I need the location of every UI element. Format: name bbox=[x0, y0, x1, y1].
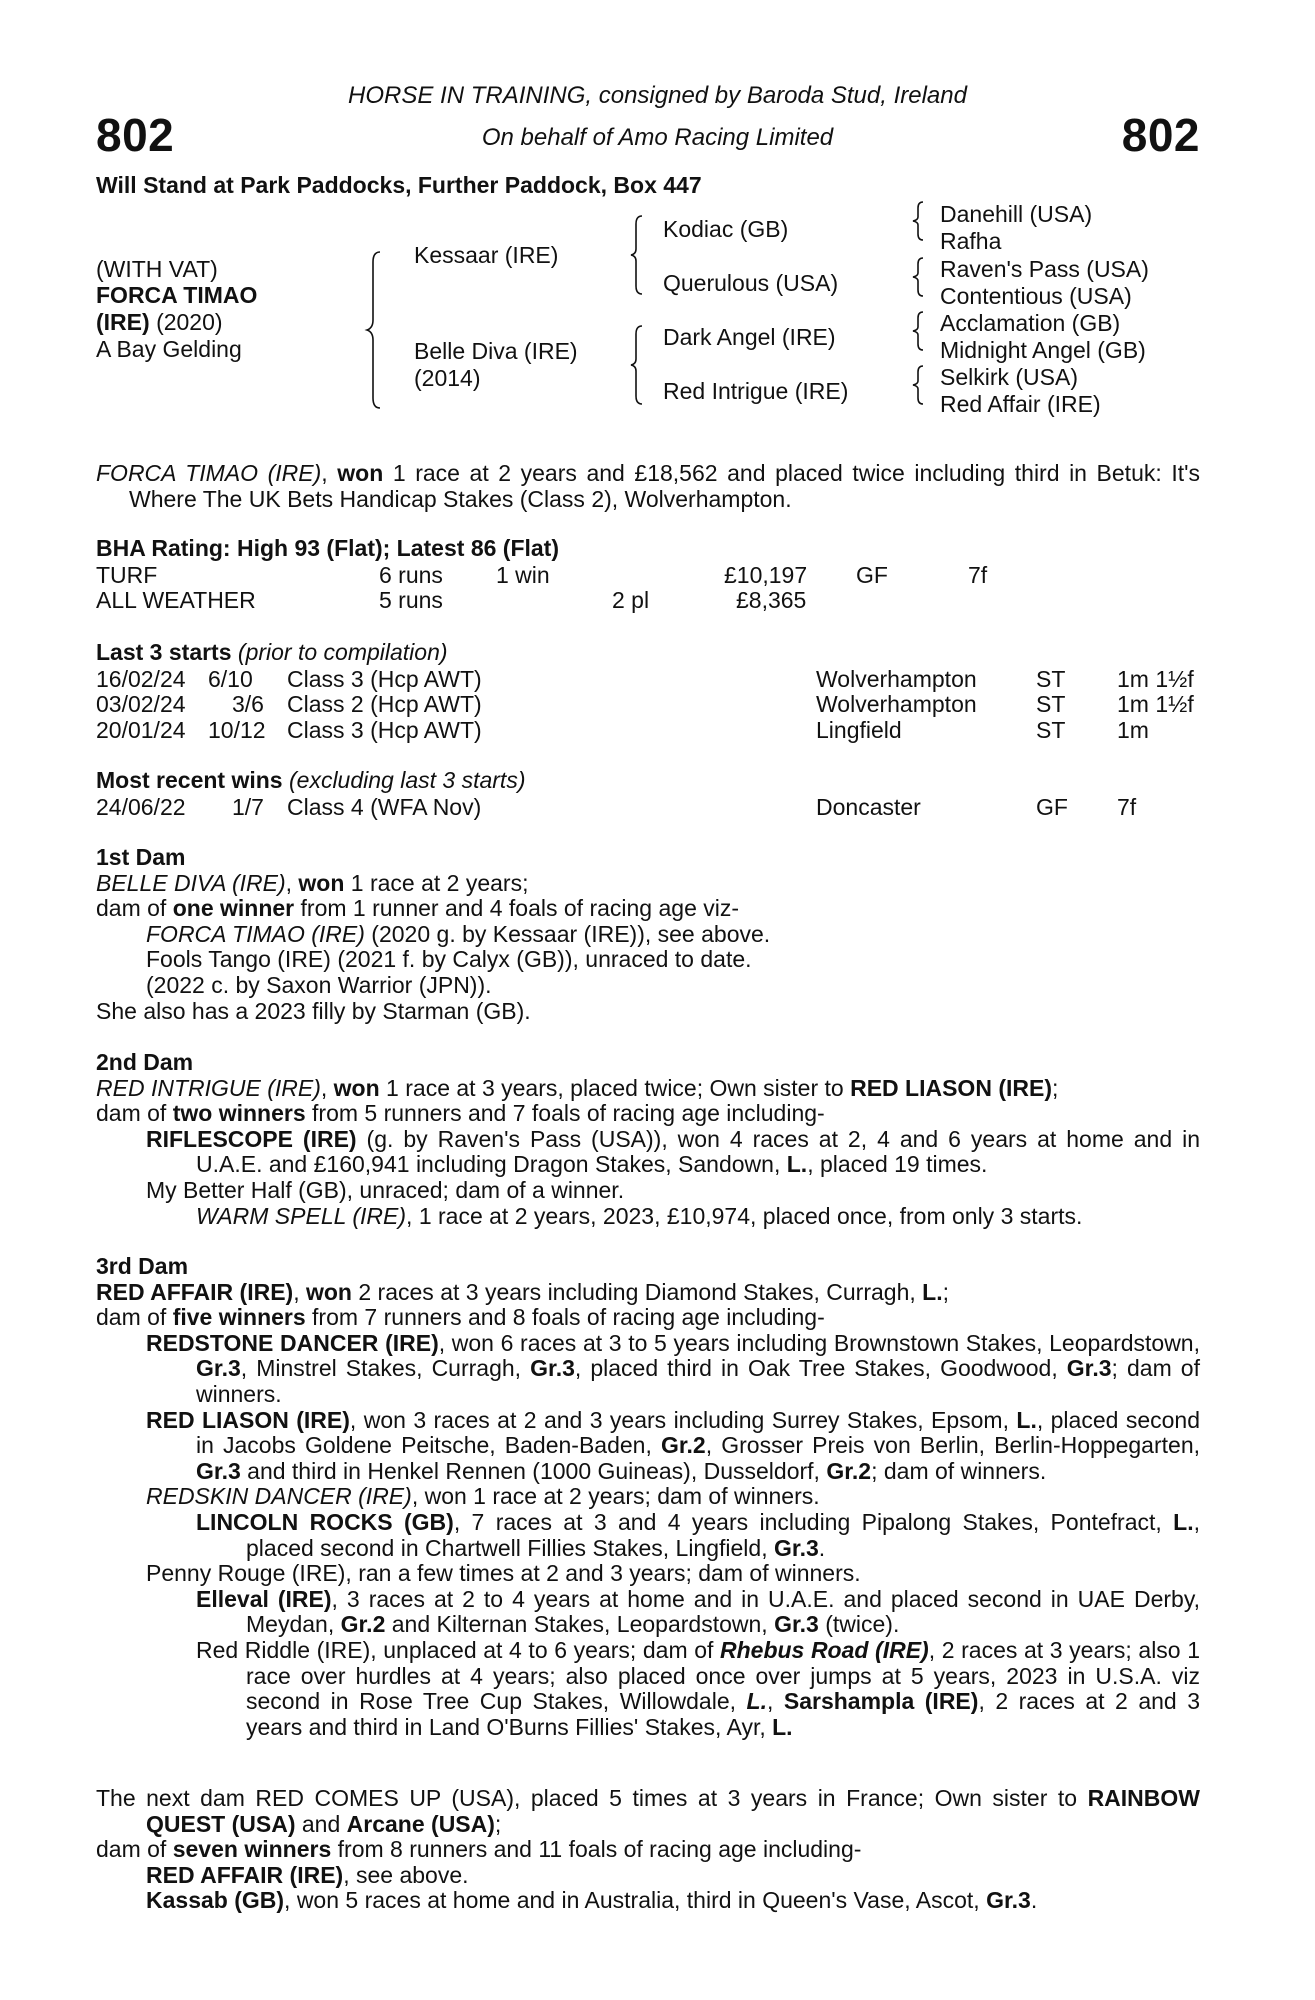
pedigree-dsd: Midnight Angel (GB) bbox=[940, 337, 1146, 363]
lot-number-left: 802 bbox=[96, 109, 175, 161]
pedigree-bracket-ss bbox=[912, 200, 926, 242]
pedigree-dam-year: (2014) bbox=[414, 365, 481, 391]
first-dam-title: 1st Dam bbox=[96, 844, 186, 870]
last-3-starts-title: Last 3 starts (prior to compilation) bbox=[96, 639, 448, 665]
table-row: 16/02/24 6/10 Class 3 (Hcp AWT) Wolverhampton ST 1m 1½f bbox=[96, 665, 1194, 692]
pedigree-sdd: Contentious (USA) bbox=[940, 283, 1132, 309]
recent-wins-title: Most recent wins (excluding last 3 starts) bbox=[96, 767, 526, 793]
pedigree-dss: Acclamation (GB) bbox=[940, 310, 1121, 336]
pedigree-bracket-main bbox=[366, 250, 386, 410]
pedigree-bracket-sd bbox=[912, 256, 926, 298]
pedigree-sd: Querulous (USA) bbox=[663, 270, 839, 296]
third-dam-section: 3rd Dam RED AFFAIR (IRE), won 2 races at 3 years including Diamond Stakes, Curragh, L.; dam of five winners from 7 runners and 8 foals of racing age including- REDSTONE DANCER (IRE), won 6 races at 3 to 5 years including Brownstown Stakes, Leopardstown, Gr.3, Minstrel Stakes, Curragh, Gr.3, placed third in Oak Tree Stakes, Goodwood, Gr.3; dam of winners. RED LIASON (IRE), won 3 races at 2 and 3 years including Surrey Stakes, Epsom, L., placed second in Jacobs Goldene Peitsche, Baden-Baden, Gr.2, Grosser Preis von Berlin, Berlin-Hoppegarten, Gr.3 and third in Henkel Rennen (1000 Guineas), Dusseldorf, Gr.2; dam of winners. REDSKIN DANCER (IRE), won 1 race at 2 years; dam of winners. LINCOLN ROCKS (GB), 7 races at 3 and 4 years including Pipalong Stakes, Pontefract, L., placed second in Chartwell Fillies Stakes, Lingfield, Gr.3. Penny Rouge (IRE), ran a few times at 2 and 3 years; dam of winners. Elleval (IRE), 3 races at 2 to 4 years at home and in U.A.E. and placed second in UAE Derby, Meydan, Gr.2 and Kilternan Stakes, Leopardstown, Gr.3 (twice). Red Riddle (IRE), unplaced at 4 to 6 years; dam of Rhebus Road (IRE), 2 races at 3 years; also 1 race over hurdles at 4 years; also placed once over jumps at 5 years, 2023 in U.S.A. viz second in Rose Tree Cup Stakes, Willowdale, L., Sarshampla (IRE), 2 races at 2 and 3 years and third in Land O'Burns Fillies' Stakes, Ayr, L. bbox=[96, 1253, 1201, 1740]
vat-note: (WITH VAT) bbox=[96, 256, 218, 282]
pedigree-ss: Kodiac (GB) bbox=[663, 216, 789, 242]
stand-location: Will Stand at Park Paddocks, Further Paddock, Box 447 bbox=[96, 172, 702, 198]
table-row: 03/02/24 3/6 Class 2 (Hcp AWT) Wolverhampton ST 1m 1½f bbox=[96, 691, 1194, 718]
third-dam-title: 3rd Dam bbox=[96, 1253, 189, 1279]
pedigree-sss: Danehill (USA) bbox=[940, 201, 1093, 227]
table-row: TURF 6 runs 1 win £10,197 GF 7f bbox=[96, 561, 988, 588]
table-row: ALL WEATHER 5 runs 2 pl £8,365 bbox=[96, 587, 807, 614]
table-row: 24/06/22 1/7 Class 4 (WFA Nov) Doncaster GF 7f bbox=[96, 793, 1137, 820]
lot-number-right: 802 bbox=[1121, 109, 1200, 161]
pedigree-ds: Dark Angel (IRE) bbox=[663, 324, 836, 350]
last-3-starts-section bbox=[96, 640, 1200, 742]
horse-name: FORCA TIMAO bbox=[96, 282, 258, 308]
on-behalf-line: On behalf of Amo Racing Limited bbox=[481, 124, 834, 151]
recent-wins-section bbox=[96, 768, 1200, 819]
next-dam-section: The next dam RED COMES UP (USA), placed 5 times at 3 years in France; Own sister to RAINBOW QUEST (USA) and Arcane (USA); dam of seven winners from 8 runners and 11 foals of racing age including- RED AFFAIR (IRE), see above. Kassab (GB), won 5 races at home and in Australia, third in Queen's Vase, Ascot, Gr.3. bbox=[96, 1785, 1200, 1914]
pedigree-ddd: Red Affair (IRE) bbox=[940, 391, 1101, 417]
horse-description: A Bay Gelding bbox=[96, 336, 242, 362]
bha-rating-title: BHA Rating: High 93 (Flat); Latest 86 (Flat) bbox=[96, 535, 559, 561]
bha-rating-section bbox=[96, 536, 1200, 613]
pedigree-dd: Red Intrigue (IRE) bbox=[663, 378, 849, 404]
pedigree-dds: Selkirk (USA) bbox=[940, 364, 1079, 390]
pedigree-ssd: Rafha bbox=[940, 228, 1002, 254]
horse-origin-year: (IRE) (2020) bbox=[96, 309, 223, 335]
pedigree-bracket-dd bbox=[912, 364, 926, 406]
first-dam-section: 1st Dam BELLE DIVA (IRE), won 1 race at 2 years; dam of one winner from 1 runner and 4 foals of racing age viz- FORCA TIMAO (IRE) (2020 g. by Kessaar (IRE)), see above. Fools Tango (IRE) (2021 f. by Calyx (GB)), unraced to date. (2022 c. by Saxon Warrior (JPN)). She also has a 2023 filly by Starman (GB). bbox=[96, 845, 1200, 1024]
pedigree-sire: Kessaar (IRE) bbox=[414, 242, 559, 268]
pedigree-dam: Belle Diva (IRE) bbox=[414, 338, 578, 364]
pedigree-bracket-dam bbox=[630, 324, 646, 406]
race-summary: FORCA TIMAO (IRE), won 1 race at 2 years and £18,562 and placed twice including third in Betuk: It's Where The UK Bets Handicap Stakes (Class 2), Wolverhampton. bbox=[96, 460, 1200, 512]
second-dam-title: 2nd Dam bbox=[96, 1049, 194, 1075]
pedigree-bracket-sire bbox=[630, 214, 646, 296]
table-row: 20/01/24 10/12 Class 3 (Hcp AWT) Lingfield ST 1m bbox=[96, 716, 1149, 743]
pedigree-sds: Raven's Pass (USA) bbox=[940, 256, 1149, 282]
pedigree-bracket-ds bbox=[912, 310, 926, 352]
consignor-line: HORSE IN TRAINING, consigned by Baroda Stud, Ireland bbox=[348, 82, 967, 109]
second-dam-section: 2nd Dam RED INTRIGUE (IRE), won 1 race at 3 years, placed twice; Own sister to RED LIASON (IRE); dam of two winners from 5 runners and 7 foals of racing age including- RIFLESCOPE (IRE) (g. by Raven's Pass (USA)), won 4 races at 2, 4 and 6 years at home and in U.A.E. and £160,941 including Dragon Stakes, Sandown, L., placed 19 times. My Better Half (GB), unraced; dam of a winner. WARM SPELL (IRE), 1 race at 2 years, 2023, £10,974, placed once, from only 3 starts. bbox=[96, 1049, 1200, 1229]
